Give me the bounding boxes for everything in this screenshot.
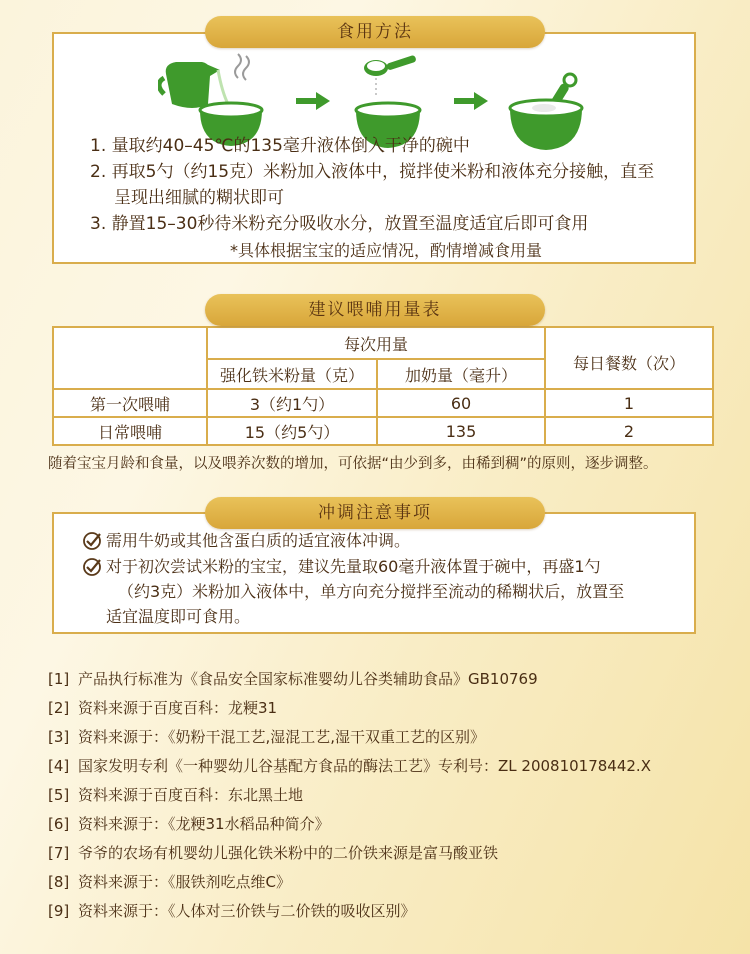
ref-number: [3] [48,728,70,746]
ref-number: [4] [48,757,70,775]
tip-text-continued: （约3克）米粉加入液体中，单方向充分搅拌至流动的稀糊状后，放置至 [118,582,625,601]
ref-text: 资料来源于：《服铁剂吃点维C》 [78,873,291,891]
list-item [48,784,303,805]
row-powder: 15（约5勺） [207,417,377,445]
row-label: 日常喂哺 [53,417,207,445]
table-row [53,389,713,417]
table-header-group: 每次用量 [207,327,545,359]
list-item [48,755,651,776]
arrow-right-icon [454,90,488,112]
row-meals: 1 [545,389,713,417]
ref-text: 资料来源于：《龙粳31水稻品种简介》 [78,815,330,833]
ref-text: 资料来源于百度百科：东北黑土地 [78,786,304,804]
checkmark-icon [82,557,102,577]
method-note: *具体根据宝宝的适应情况，酌情增减食用量 [230,241,543,260]
ref-text: 资料来源于百度百科：龙粳31 [78,699,278,717]
step-2-continued-text: 呈现出细腻的糊状即可 [114,188,284,208]
list-item [48,871,291,892]
row-meals: 2 [545,417,713,445]
feeding-table [52,326,714,446]
tips-title: 冲调注意事项 [205,497,545,529]
ref-text: 资料来源于：《奶粉干混工艺,湿混工艺,湿干双重工艺的区别》 [78,728,486,746]
table-header-milk: 加奶量（毫升） [377,359,545,389]
tips-panel [52,512,696,634]
ref-number: [9] [48,902,70,920]
method-title: 食用方法 [205,16,545,48]
method-panel [52,32,696,264]
feeding-note: 随着宝宝月龄和食量，以及喂养次数的增加，可依据“由少到多，由稀到稠”的原则，逐步调整。 [48,456,658,472]
step-1-text: 1. 量取约40–45℃的135毫升液体倒入干净的碗中 [90,136,470,156]
ref-number: [8] [48,873,70,891]
arrow-right-icon [296,90,330,112]
list-item [48,842,498,863]
ref-number: [7] [48,844,70,862]
ref-text: 资料来源于：《人体对三价铁与二价铁的吸收区别》 [78,902,416,920]
row-powder: 3（约1勺） [207,389,377,417]
table-row [53,417,713,445]
ref-number: [6] [48,815,70,833]
ref-text: 爷爷的农场有机婴幼儿强化铁米粉中的二价铁来源是富马酸亚铁 [78,844,499,862]
table-header-meals: 每日餐数（次） [545,327,713,389]
row-label: 第一次喂哺 [53,389,207,417]
tip-text: 需用牛奶或其他含蛋白质的适宜液体冲调。 [106,531,411,550]
ref-text: 产品执行标准为《食品安全国家标准婴幼儿谷类辅助食品》GB10769 [78,670,538,688]
step-2-text: 2. 再取5勺（约15克）米粉加入液体中，搅拌使米粉和液体充分接触，直至 [90,162,655,182]
checkmark-icon [82,531,102,551]
ref-text: 国家发明专利《一种婴幼儿谷基配方食品的酶法工艺》专利号：ZL 200810178442.X [78,757,651,775]
ref-number: [5] [48,786,70,804]
row-milk: 135 [377,417,545,445]
list-item [48,697,277,718]
list-item [48,813,330,834]
tip-text: 对于初次尝试米粉的宝宝，建议先量取60毫升液体置于碗中，再盛1勺 [106,557,601,576]
table-corner-cell [53,327,207,389]
step-3-text: 3. 静置15–30秒待米粉充分吸收水分，放置至温度适宜后即可食用 [90,214,589,234]
list-item [48,668,538,689]
feeding-title: 建议喂哺用量表 [205,294,545,326]
list-item [48,726,485,747]
stir-icon [506,52,586,152]
row-milk: 60 [377,389,545,417]
tip-text-continued: 适宜温度即可食用。 [106,607,251,626]
ref-number: [1] [48,670,70,688]
table-header-powder: 强化铁米粉量（克） [207,359,377,389]
ref-number: [2] [48,699,70,717]
list-item [48,900,416,921]
